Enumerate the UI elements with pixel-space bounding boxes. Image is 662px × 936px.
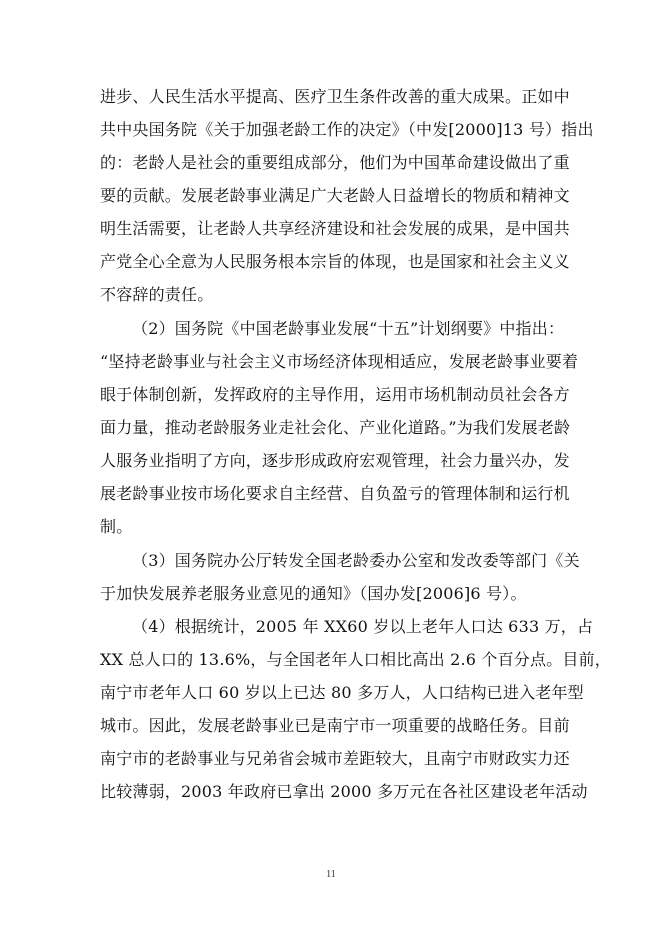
text-line: 产党全心全意为人民服务根本宗旨的体现，也是国家和社会主义义 (100, 252, 570, 271)
text-line: （3）国务院办公厅转发全国老龄委办公室和发改委等部门《关 (132, 551, 580, 570)
text-line: 南宁市的老龄事业与兄弟省会城市差距较大，且南宁市财政实力还 (100, 749, 570, 768)
text-line: 的：老龄人是社会的重要组成部分，他们为中国革命建设做出了重 (100, 153, 570, 172)
text-line: 南宁市老年人口 60 岁以上已达 80 多万人，人口结构已进入老年型 (100, 683, 584, 702)
text-line: 制。 (100, 517, 133, 536)
text-line: （4）根据统计，2005 年 XX60 岁以上老年人口达 633 万，占 (132, 617, 594, 636)
text-line: 明生活需要，让老龄人共享经济建设和社会发展的成果，是中国共 (100, 219, 570, 238)
text-line: 进步、人民生活水平提高、医疗卫生条件改善的重大成果。正如中 (100, 87, 570, 106)
text-line: （2）国务院《中国老龄事业发展“十五”计划纲要》中指出： (132, 319, 565, 338)
text-line: 于加快发展养老服务业意见的通知》（国办发[2006]6 号）。 (100, 584, 527, 603)
page-number: 11 (326, 869, 336, 880)
text-line: “坚持老龄事业与社会主义市场经济体现相适应，发展老龄事业要着 (100, 352, 579, 371)
text-line: 人服务业指明了方向，逐步形成政府宏观管理，社会力量兴办，发 (100, 451, 570, 470)
text-line: 面力量，推动老龄服务业走社会化、产业化道路。”为我们发展老龄 (100, 418, 571, 437)
text-line: 要的贡献。发展老龄事业满足广大老龄人日益增长的物质和精神文 (100, 186, 570, 205)
text-line: 不容辞的责任。 (100, 285, 214, 304)
text-line: 展老龄事业按市场化要求自主经营、自负盈亏的管理体制和运行机 (100, 484, 570, 503)
text-line: 城市。因此，发展老龄事业已是南宁市一项重要的战略任务。目前 (100, 716, 570, 735)
text-line: 眼于体制创新，发挥政府的主导作用，运用市场机制动员社会各方 (100, 385, 570, 404)
text-line: 共中央国务院《关于加强老龄工作的决定》（中发[2000]13 号）指出 (100, 120, 594, 139)
text-line: XX 总人口的 13.6%，与全国老年人口相比高出 2.6 个百分点。目前， (100, 650, 611, 669)
text-line: 比较薄弱，2003 年政府已拿出 2000 多万元在各社区建设老年活动 (100, 782, 588, 801)
